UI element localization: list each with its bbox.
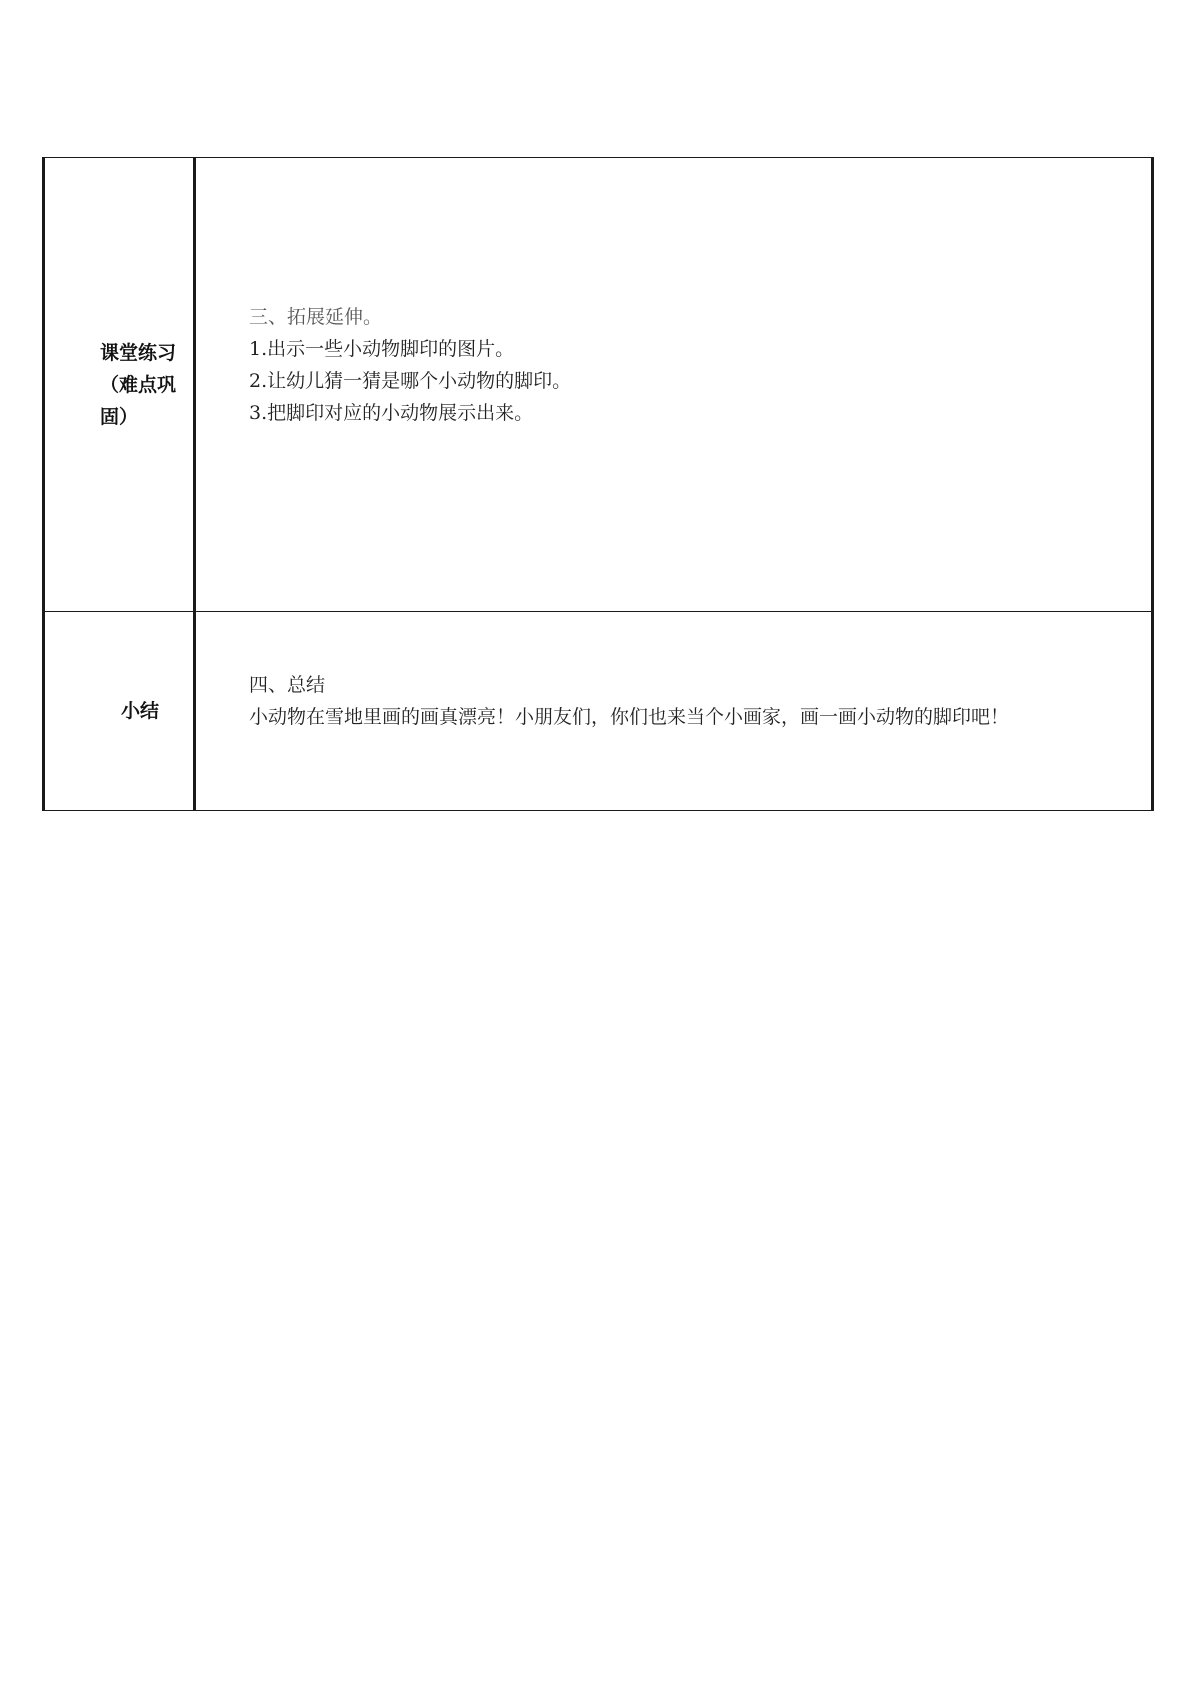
table-row-summary	[44, 612, 1153, 811]
list-item: 3.把脚印对应的小动物展示出来。	[249, 401, 534, 424]
practice-content	[196, 301, 1151, 429]
table-row-practice	[44, 158, 1153, 612]
section-heading: 四、总结	[249, 674, 326, 696]
row-label-cell-practice	[44, 158, 195, 612]
list-item: 2.让幼儿猜一猜是哪个小动物的脚印。	[249, 369, 572, 392]
row-label-line: 固）	[100, 405, 139, 428]
summary-content	[196, 669, 1151, 733]
summary-text: 小动物在雪地里画的画真漂亮！小朋友们，你们也来当个小画家，画一画小动物的脚印吧！	[249, 706, 1010, 728]
row-label-cell-summary	[44, 612, 195, 811]
lesson-plan-table	[42, 157, 1154, 811]
row-label-practice	[45, 337, 193, 433]
row-content-cell-practice	[195, 158, 1153, 612]
row-label-line: （难点巩	[100, 373, 177, 396]
list-item: 1.出示一些小动物脚印的图片。	[249, 337, 515, 360]
row-content-cell-summary	[195, 612, 1153, 811]
row-label-line: 课堂练习	[100, 341, 177, 364]
section-heading: 三、拓展延伸。	[249, 305, 383, 328]
row-label-summary: 小结	[121, 700, 160, 722]
